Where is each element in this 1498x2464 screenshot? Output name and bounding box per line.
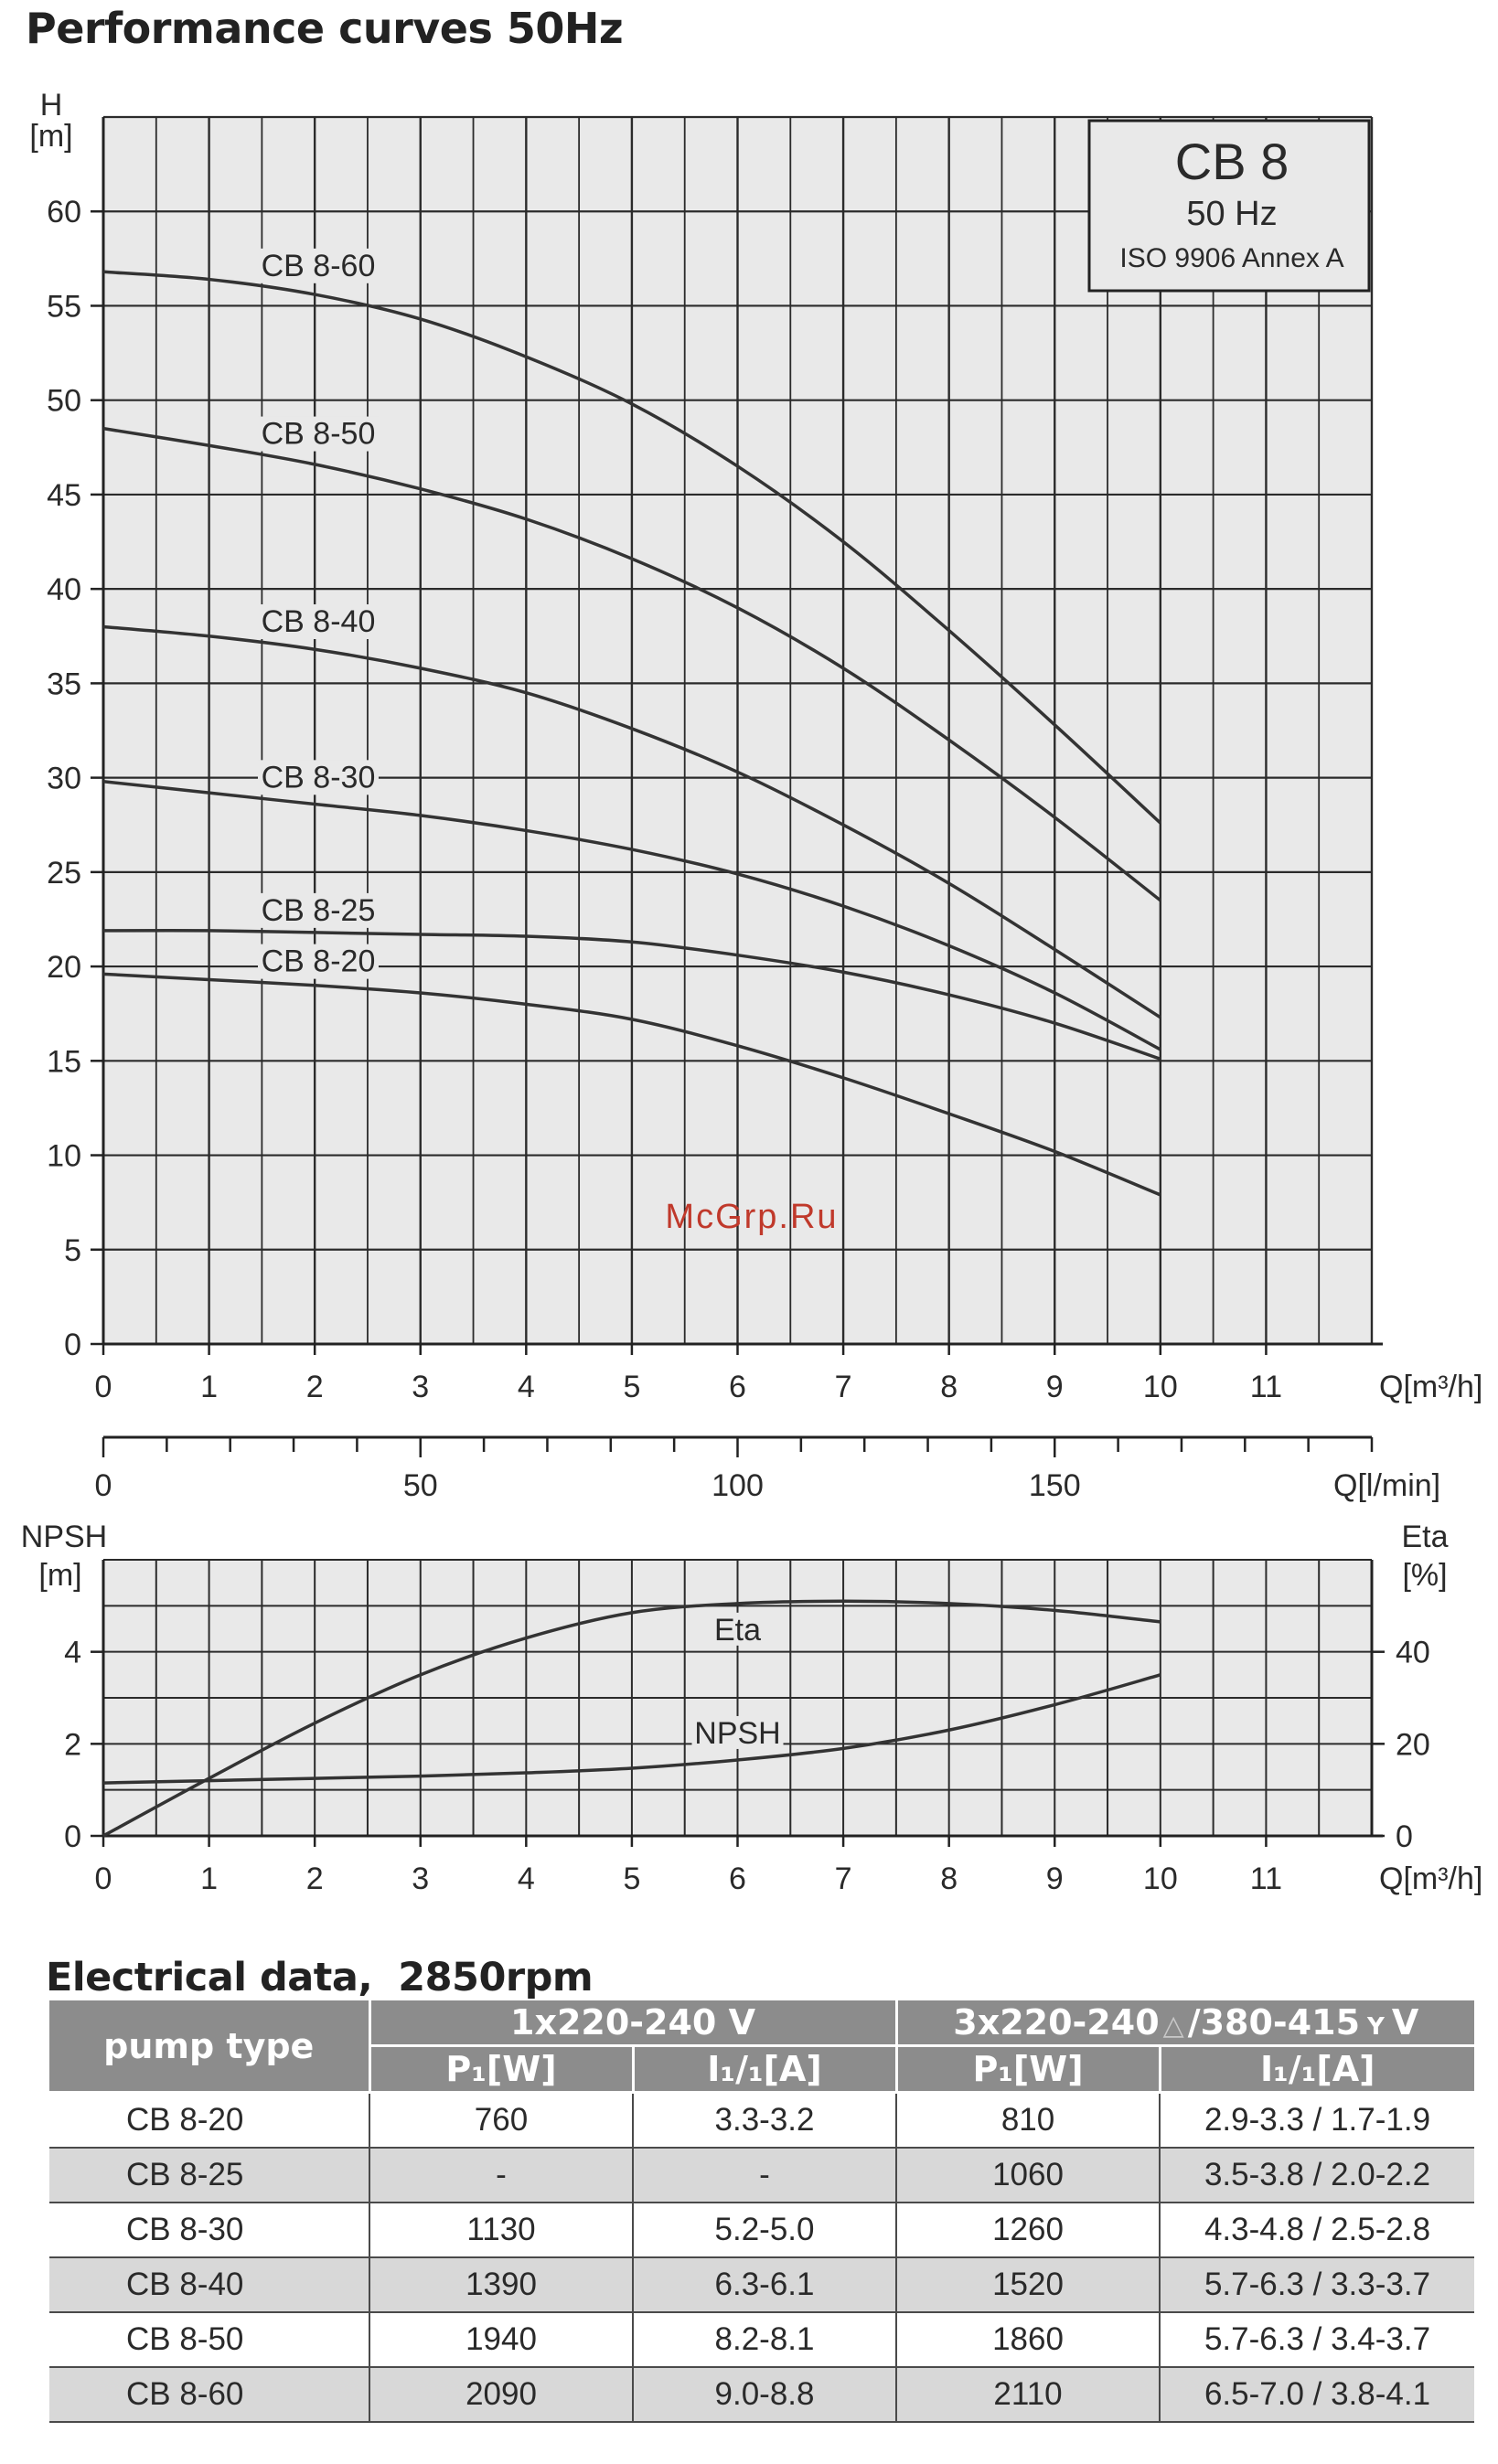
npsh-x-tick-label: 3	[412, 1861, 430, 1896]
npsh-x-tick-label: 10	[1142, 1861, 1178, 1896]
curve-label: CB 8-60	[261, 248, 376, 283]
curve-label: CB 8-40	[261, 603, 376, 639]
legend-box-frequency: 50 Hz	[1186, 195, 1278, 233]
y-symbol: Y	[1367, 2013, 1385, 2041]
table-row	[49, 2367, 1474, 2422]
cell-pump-type: CB 8-40	[49, 2257, 369, 2312]
npsh-eta-chart	[21, 1520, 1483, 1896]
npsh-left-tick-label: 0	[64, 1819, 81, 1854]
head-y-tick-label: 0	[64, 1328, 81, 1362]
curve-label: CB 8-30	[261, 760, 376, 795]
head-x-tick-label: 7	[834, 1370, 852, 1404]
head-y-tick-label: 10	[47, 1138, 81, 1174]
eta-right-tick-label: 40	[1396, 1635, 1430, 1670]
cell-i-1ph: 3.3-3.2	[633, 2093, 896, 2149]
electrical-data-table	[49, 2000, 1474, 2423]
table-row	[49, 2312, 1474, 2367]
cell-i-1ph: 5.2-5.0	[633, 2203, 896, 2257]
cell-i-1ph: 6.3-6.1	[633, 2257, 896, 2312]
eta-axis-unit: [%]	[1402, 1558, 1448, 1593]
curve-label: CB 8-20	[261, 944, 376, 979]
curve-label: Eta	[713, 1612, 762, 1648]
cell-i-1ph: 9.0-8.8	[633, 2367, 896, 2422]
rpm-value: 2850rpm	[398, 1955, 594, 2000]
flow-tick-label: 100	[712, 1468, 764, 1503]
npsh-x-tick-label: 1	[200, 1861, 219, 1896]
npsh-x-tick-label: 6	[729, 1861, 746, 1896]
three-phase-voltage: 3x220-240	[953, 2002, 1160, 2043]
cell-p1-3ph: 810	[896, 2093, 1160, 2149]
head-y-tick-label: 45	[47, 477, 81, 513]
head-x-tick-label: 2	[305, 1370, 324, 1404]
curve-label: CB 8-25	[261, 892, 376, 928]
head-y-tick-label: 35	[47, 667, 81, 702]
cell-pump-type: CB 8-20	[126, 2102, 244, 2138]
curve-label: CB 8-50	[261, 416, 376, 452]
npsh-left-tick-label: 4	[64, 1635, 81, 1670]
eta-axis-label: Eta	[1401, 1520, 1449, 1554]
header-p1-1ph: P₁[W]	[369, 2046, 633, 2093]
cell-pump-type: CB 8-25	[49, 2148, 369, 2203]
header-three-phase	[896, 2000, 1474, 2046]
cell-pump-type: CB 8-50	[126, 2321, 244, 2357]
npsh-axis-unit: [m]	[38, 1558, 82, 1593]
header-single-phase: 1x220-240 V	[369, 2000, 896, 2046]
cell-p1-3ph: 1860	[896, 2312, 1160, 2367]
flow-axis	[95, 1437, 1441, 1503]
cell-i-3ph: 4.3-4.8 / 2.5-2.8	[1160, 2203, 1474, 2257]
cell-p1-3ph: 2110	[896, 2367, 1160, 2422]
cell-i-1ph: -	[633, 2148, 896, 2203]
head-x-tick-label: 10	[1142, 1370, 1178, 1404]
cell-i-3ph: 5.7-6.3 / 3.3-3.7	[1160, 2257, 1474, 2312]
cell-p1-1ph: 1130	[369, 2203, 633, 2257]
curve-label: NPSH	[694, 1715, 781, 1751]
three-phase-voltage-2: /380-415	[1187, 2002, 1361, 2043]
head-y-tick-label: 40	[47, 572, 81, 608]
eta-right-tick-label: 20	[1396, 1727, 1430, 1763]
electrical-data-title	[46, 1955, 593, 2000]
head-x-tick-label: 0	[94, 1370, 112, 1404]
header-i-1ph: I₁/₁[A]	[633, 2046, 896, 2093]
head-x-tick-label: 3	[412, 1370, 430, 1404]
cell-p1-3ph: 1060	[896, 2148, 1160, 2203]
cell-i-1ph: 8.2-8.1	[633, 2312, 896, 2367]
cell-p1-1ph: -	[369, 2148, 633, 2203]
legend-box-title: CB 8	[1174, 133, 1289, 190]
npsh-axis-label: NPSH	[20, 1520, 108, 1554]
head-y-tick-label: 60	[47, 195, 81, 230]
cell-pump-type: CB 8-60	[49, 2367, 369, 2422]
head-y-tick-label: 30	[47, 761, 81, 796]
header-pump-type: pump type	[49, 2000, 369, 2093]
volt-unit: V	[1391, 2002, 1419, 2043]
table-row	[49, 2257, 1474, 2312]
head-x-axis-label: Q[m³/h]	[1379, 1370, 1483, 1404]
cell-pump-type: CB 8-30	[126, 2212, 244, 2247]
head-y-axis-label: H	[39, 88, 63, 123]
npsh-x-tick-label: 9	[1045, 1861, 1064, 1896]
head-x-tick-label: 5	[623, 1370, 641, 1404]
npsh-x-axis-label: Q[m³/h]	[1379, 1861, 1483, 1896]
cell-p1-3ph: 1260	[896, 2203, 1160, 2257]
npsh-left-tick-label: 2	[64, 1727, 81, 1763]
cell-p1-1ph: 2090	[369, 2367, 633, 2422]
cell-p1-1ph: 1940	[369, 2312, 633, 2367]
cell-i-3ph: 3.5-3.8 / 2.0-2.2	[1160, 2148, 1474, 2203]
header-p1-3ph: P₁[W]	[896, 2046, 1160, 2093]
table-header-row	[49, 2000, 1474, 2046]
flow-tick-label: 0	[94, 1468, 112, 1503]
head-y-axis-unit: [m]	[29, 119, 73, 154]
head-y-tick-label: 25	[47, 855, 81, 891]
npsh-x-tick-label: 4	[517, 1861, 535, 1896]
page-title: Performance curves 50Hz	[26, 4, 624, 53]
npsh-x-tick-label: 11	[1249, 1861, 1283, 1896]
cell-p1-3ph: 1520	[896, 2257, 1160, 2312]
npsh-x-tick-label: 2	[305, 1861, 324, 1896]
flow-axis-label: Q[l/min]	[1333, 1468, 1441, 1503]
watermark: McGrp.Ru	[665, 1198, 839, 1236]
head-y-tick-label: 50	[47, 383, 81, 419]
head-x-tick-label: 4	[517, 1370, 535, 1404]
head-y-tick-label: 5	[64, 1232, 81, 1268]
head-x-tick-label: 9	[1045, 1370, 1064, 1404]
electrical-title-text: Electrical data,	[46, 1955, 373, 2000]
cell-i-3ph: 5.7-6.3 / 3.4-3.7	[1160, 2312, 1474, 2367]
npsh-x-tick-label: 5	[623, 1861, 641, 1896]
head-x-tick-label: 11	[1249, 1370, 1283, 1404]
npsh-x-tick-label: 8	[940, 1861, 958, 1896]
cell-i-3ph: 2.9-3.3 / 1.7-1.9	[1160, 2093, 1474, 2149]
flow-tick-label: 150	[1028, 1468, 1081, 1503]
npsh-x-tick-label: 7	[834, 1861, 852, 1896]
eta-right-tick-label: 0	[1396, 1819, 1413, 1854]
cell-p1-1ph: 760	[369, 2093, 633, 2149]
table-row	[49, 2148, 1474, 2203]
npsh-x-tick-label: 0	[94, 1861, 112, 1896]
head-y-tick-label: 55	[47, 289, 81, 325]
head-x-tick-label: 8	[940, 1370, 958, 1404]
head-y-tick-label: 15	[47, 1044, 81, 1080]
head-y-tick-label: 20	[47, 950, 81, 986]
head-x-tick-label: 1	[200, 1370, 219, 1404]
head-x-tick-label: 6	[729, 1370, 746, 1404]
legend-box-standard: ISO 9906 Annex A	[1119, 243, 1344, 273]
delta-symbol: △	[1162, 2010, 1184, 2042]
table-row	[49, 2093, 1474, 2149]
flow-tick-label: 50	[402, 1468, 438, 1503]
table-row	[49, 2203, 1474, 2257]
cell-p1-1ph: 1390	[369, 2257, 633, 2312]
header-i-3ph: I₁/₁[A]	[1160, 2046, 1474, 2093]
cell-i-3ph: 6.5-7.0 / 3.8-4.1	[1160, 2367, 1474, 2422]
